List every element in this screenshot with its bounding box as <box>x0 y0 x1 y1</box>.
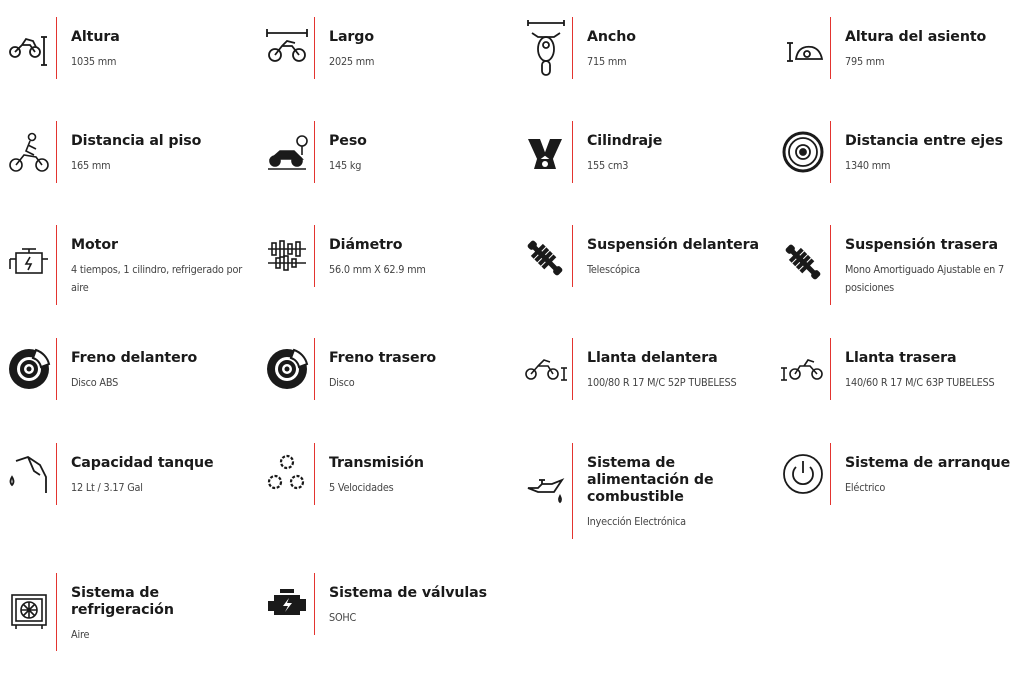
spec-title: Altura del asiento <box>845 29 987 45</box>
spec-title: Capacidad tanque <box>71 455 214 471</box>
gearbox-icon <box>264 233 310 279</box>
divider <box>314 573 315 635</box>
oil-can-icon <box>522 468 568 514</box>
length-icon <box>264 25 310 71</box>
spec-value: 56.0 mm X 62.9 mm <box>329 263 426 276</box>
ground-clearance-icon <box>6 129 52 175</box>
height-icon <box>6 25 52 71</box>
divider <box>56 443 57 505</box>
spec-value: Inyección Electrónica <box>587 515 686 528</box>
divider <box>572 443 573 539</box>
spec-value: 2025 mm <box>329 55 375 68</box>
spec-title: Distancia entre ejes <box>845 133 1003 149</box>
divider <box>56 121 57 183</box>
spec-title: Suspensión delantera <box>587 237 760 253</box>
engine-block-icon <box>264 581 310 627</box>
spec-title: Sistema de refrigeración <box>71 585 174 618</box>
spec-title: Freno delantero <box>71 350 198 366</box>
spec-title: Cilindraje <box>587 133 663 149</box>
divider <box>56 573 57 651</box>
weight-icon <box>264 129 310 175</box>
spec-value: 12 Lt / 3.17 Gal <box>71 481 143 494</box>
divider <box>830 17 831 79</box>
spec-value: Telescópica <box>587 263 641 276</box>
divider <box>56 225 57 305</box>
spec-value: 145 kg <box>329 159 362 172</box>
spec-title: Distancia al piso <box>71 133 202 149</box>
divider <box>56 338 57 400</box>
spec-value: Aire <box>71 628 90 641</box>
shock-absorber-icon <box>522 235 568 281</box>
engine-icon <box>6 239 52 285</box>
spec-title: Sistema de alimentación de combustible <box>587 455 714 505</box>
power-icon <box>780 451 826 497</box>
brake-disc-icon <box>6 346 52 392</box>
divider <box>572 121 573 183</box>
fuel-nozzle-icon <box>6 451 52 497</box>
spec-title: Altura <box>71 29 120 45</box>
divider <box>314 225 315 287</box>
divider <box>572 338 573 400</box>
radiator-icon <box>6 587 52 633</box>
seat-height-icon <box>780 25 826 71</box>
spec-title: Llanta delantera <box>587 350 718 366</box>
spec-value: 1340 mm <box>845 159 891 172</box>
spec-value: SOHC <box>329 611 357 624</box>
spec-title: Peso <box>329 133 367 149</box>
spec-title: Sistema de válvulas <box>329 585 487 601</box>
spec-title: Largo <box>329 29 375 45</box>
spec-value: 4 tiempos, 1 cilindro, refrigerado por aire <box>71 263 243 294</box>
spec-value: Eléctrico <box>845 481 886 494</box>
spec-value: 165 mm <box>71 159 111 172</box>
divider <box>314 443 315 505</box>
spec-value: Disco <box>329 376 355 389</box>
wheel-icon <box>780 129 826 175</box>
divider <box>314 121 315 183</box>
rear-tire-icon <box>780 346 826 392</box>
spec-value: Mono Amortiguado Ajustable en 7 posiciones <box>845 263 1004 294</box>
divider <box>830 225 831 305</box>
spec-title: Ancho <box>587 29 636 45</box>
spec-value: 795 mm <box>845 55 885 68</box>
divider <box>830 443 831 505</box>
divider <box>830 338 831 400</box>
divider <box>56 17 57 79</box>
spec-title: Freno trasero <box>329 350 437 366</box>
shock-absorber-icon <box>780 239 826 285</box>
front-tire-icon <box>522 346 568 392</box>
spec-title: Suspensión trasera <box>845 237 998 253</box>
spec-value: Disco ABS <box>71 376 119 389</box>
brake-disc-icon <box>264 346 310 392</box>
spec-value: 5 Velocidades <box>329 481 394 494</box>
spec-title: Diámetro <box>329 237 403 253</box>
spec-value: 715 mm <box>587 55 627 68</box>
divider <box>572 225 573 287</box>
divider <box>572 17 573 79</box>
gears-icon <box>264 451 310 497</box>
spec-value: 140/60 R 17 M/C 63P TUBELESS <box>845 376 995 389</box>
divider <box>314 17 315 79</box>
spec-title: Sistema de arranque <box>845 455 1011 471</box>
divider <box>314 338 315 400</box>
spec-title: Transmisión <box>329 455 424 471</box>
spec-title: Llanta trasera <box>845 350 957 366</box>
spec-value: 1035 mm <box>71 55 117 68</box>
spec-value: 155 cm3 <box>587 159 629 172</box>
divider <box>830 121 831 183</box>
spec-title: Motor <box>71 237 118 253</box>
v-engine-icon <box>522 129 568 175</box>
width-icon <box>522 19 568 79</box>
spec-value: 100/80 R 17 M/C 52P TUBELESS <box>587 376 737 389</box>
